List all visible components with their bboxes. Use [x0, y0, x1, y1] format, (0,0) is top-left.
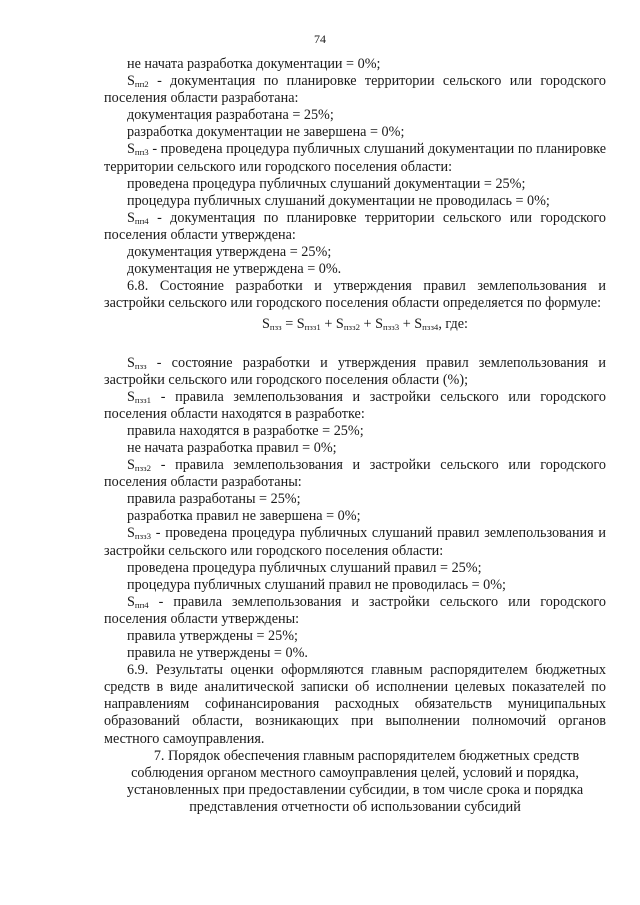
- paragraph: не начата разработка правил = 0%;: [127, 439, 337, 456]
- paragraph: правила разработаны = 25%;: [127, 491, 301, 508]
- section-heading: 7. Порядок обеспечения главным распорядителем бюджетных средств соблюдения органом местного самоуправления целей, условий и порядка, установленных при предоставлении субсидии, в том числе срока и порядка представления отчетности об использовании субсидий: [126, 747, 584, 815]
- paragraph: документация не утверждена = 0%.: [127, 261, 342, 278]
- formula-subscript: пзз3: [382, 322, 400, 333]
- formula-operator: +: [359, 316, 376, 333]
- formula: [104, 316, 606, 333]
- formula-symbol: S: [296, 316, 305, 333]
- paragraph: правила находятся в разработке = 25%;: [127, 422, 364, 439]
- text: - проведена процедура публичных слушаний документации по планировке территории сельского или городского поселения области:: [104, 141, 606, 175]
- symbol: S: [127, 141, 135, 158]
- subscript: пп4: [134, 216, 149, 227]
- formula-subscript: пзз2: [343, 322, 360, 333]
- paragraph: процедура публичных слушаний документации не проводилась = 0%;: [127, 192, 550, 209]
- subscript: пп4: [134, 600, 149, 610]
- symbol: S: [127, 209, 135, 226]
- subscript: пп2: [134, 79, 149, 90]
- paragraph: процедура публичных слушаний правил не проводилась = 0%;: [127, 576, 506, 593]
- paragraph: 6.9. Результаты оценки оформляются главным распорядителем бюджетных средств в виде аналитической записки об исполнении целевых показателей по направлениям софинансирования расходных обязательств муниципальных образований области, возникающих при выполнении полномочий органов местного самоуправления.: [104, 662, 606, 747]
- formula-subscript: пзз1: [304, 322, 321, 333]
- formula-operator: +: [320, 316, 336, 333]
- paragraph: разработка документации не завершена = 0%;: [127, 124, 405, 141]
- symbol: S: [127, 457, 135, 474]
- paragraph: проведена процедура публичных слушаний документации = 25%;: [127, 175, 526, 192]
- symbol: S: [127, 525, 135, 542]
- symbol: S: [127, 388, 135, 405]
- paragraph: [104, 73, 606, 107]
- paragraph: разработка правил не завершена = 0%;: [127, 508, 361, 525]
- paragraph: не начата разработка документации = 0%;: [127, 56, 381, 72]
- paragraph: 6.8. Состояние разработки и утверждения правил землепользования и застройки сельского или городского поселения области определяется по формуле:: [104, 278, 606, 312]
- symbol: S: [127, 354, 135, 371]
- symbol: S: [127, 73, 135, 90]
- formula-operator: +: [399, 316, 415, 333]
- formula-symbol: S: [261, 316, 270, 333]
- paragraph: [104, 389, 606, 423]
- paragraph: документация разработана = 25%;: [127, 107, 334, 124]
- formula-symbol: S: [375, 316, 383, 333]
- paragraph: [104, 457, 606, 491]
- formula-symbol: S: [414, 316, 423, 333]
- paragraph: правила не утверждены = 0%.: [127, 645, 308, 662]
- paragraph: проведена процедура публичных слушаний правил = 25%;: [127, 559, 482, 576]
- formula-operator: =: [281, 316, 297, 333]
- paragraph: [104, 210, 606, 244]
- text: - проведена процедура публичных слушаний правил землепользования и застройки сельского или городского поселения области:: [104, 525, 606, 559]
- subscript: пзз3: [134, 531, 152, 542]
- symbol: S: [127, 593, 135, 610]
- paragraph: [104, 141, 606, 175]
- text: - документация по планировке территории сельского или городского поселения области утверждена:: [104, 209, 606, 243]
- formula-symbol: S: [335, 316, 344, 333]
- paragraph: правила утверждены = 25%;: [127, 628, 298, 644]
- formula-subscript: пзз: [269, 322, 282, 333]
- paragraph: [104, 355, 606, 389]
- text: - состояние разработки и утверждения правил землепользования и застройки сельского или городского поселения области (%);: [104, 354, 606, 388]
- formula-subscript: пзз4: [422, 322, 439, 333]
- text: - правила землепользования и застройки сельского или городского поселения области разработаны:: [104, 457, 606, 491]
- paragraph: документация утверждена = 25%;: [127, 244, 332, 261]
- paragraph: [104, 594, 606, 628]
- subscript: пп3: [134, 147, 149, 158]
- text: - документация по планировке территории сельского или городского поселения области разработана:: [104, 73, 606, 107]
- text: - правила землепользования и застройки сельского или городского поселения области утверждены:: [104, 593, 606, 627]
- paragraph: [104, 525, 606, 559]
- page-number: 74: [314, 32, 326, 46]
- formula-tail: , где:: [438, 316, 468, 333]
- subscript: пзз2: [134, 463, 152, 474]
- subscript: пзз1: [134, 394, 152, 405]
- text: - правила землепользования и застройки сельского или городского поселения области находятся в разработке:: [104, 388, 606, 422]
- subscript: пзз: [134, 360, 147, 371]
- document-body: [104, 56, 606, 816]
